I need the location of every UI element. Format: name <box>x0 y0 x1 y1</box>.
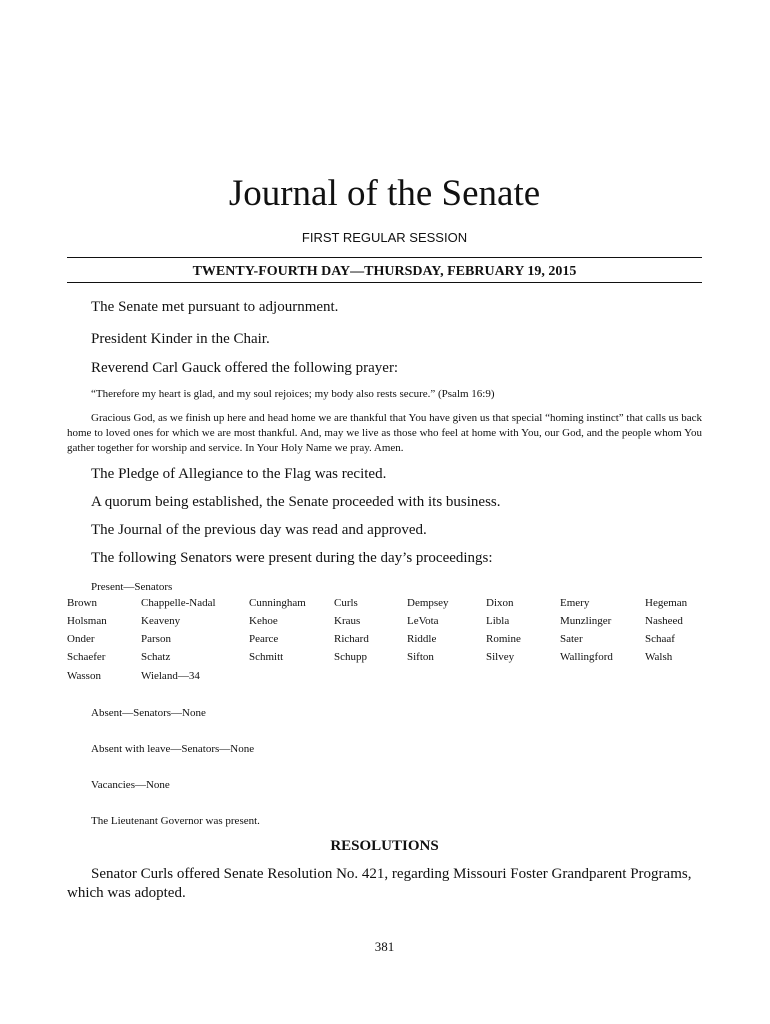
adjournment-paragraph: The Senate met pursuant to adjournment. <box>91 299 339 315</box>
senator-name: Wasson <box>67 670 101 682</box>
session-label: FIRST REGULAR SESSION <box>301 230 468 245</box>
senator-name: Chappelle-Nadal <box>141 597 216 609</box>
senator-roster <box>67 596 702 686</box>
senator-name: Romine <box>486 633 521 645</box>
senator-name: Schupp <box>334 651 367 663</box>
senator-name: Schatz <box>141 651 171 663</box>
resolutions-heading: RESOLUTIONS <box>330 838 439 854</box>
journal-approved-paragraph: The Journal of the previous day was read and approved. <box>91 522 427 538</box>
day-heading: TWENTY-FOURTH DAY—THURSDAY, FEBRUARY 19, 2015 <box>192 264 577 279</box>
journal-page <box>67 0 702 1024</box>
quorum-paragraph: A quorum being established, the Senate proceeded with its business. <box>91 494 501 510</box>
senator-name: Dempsey <box>407 597 449 609</box>
prayer-quote: “Therefore my heart is glad, and my soul rejoices; my body also rests secure.” (Psalm 16:9) <box>91 388 495 400</box>
senator-name: Schaefer <box>67 651 106 663</box>
senator-name: Wallingford <box>560 651 613 663</box>
bottom-rule <box>67 282 702 283</box>
senator-name: Silvey <box>486 651 515 663</box>
journal-title: Journal of the Senate <box>228 173 541 214</box>
senator-name: Sater <box>560 633 583 645</box>
senator-name: Holsman <box>67 615 107 627</box>
senator-name: Onder <box>67 633 95 645</box>
senator-name: Brown <box>67 597 97 609</box>
senator-name: Pearce <box>249 633 279 645</box>
senator-name: Wieland—34 <box>141 670 200 682</box>
senator-name: Curls <box>334 597 358 609</box>
resolution-paragraph: Senator Curls offered Senate Resolution No. 421, regarding Missouri Foster Grandparent Programs, which was adopted. <box>67 866 692 901</box>
senator-name: Hegeman <box>645 597 688 609</box>
senator-name: Munzlinger <box>560 615 612 627</box>
senator-name: Schmitt <box>249 651 284 663</box>
senator-name: LeVota <box>407 615 439 627</box>
absent-with-leave-line: Absent with leave—Senators—None <box>91 743 255 755</box>
top-rule <box>67 257 702 258</box>
senator-name: Kehoe <box>249 615 278 627</box>
page-number: 381 <box>374 939 395 954</box>
prayer-body: Gracious God, as we finish up here and head home we are thankful that You have given us that special “homing instinct” that calls us back home to loved ones for which we are most thankful. And, may we live as those who feel at home with You, our God, and the people whom You gather together for worship and service. In Your Holy Name we pray. Amen. <box>67 412 702 454</box>
senator-name: Schaaf <box>645 633 675 645</box>
present-label: Present—Senators <box>91 581 173 593</box>
senator-name: Richard <box>334 633 369 645</box>
vacancies-line: Vacancies—None <box>91 779 170 791</box>
senator-name: Riddle <box>407 633 437 645</box>
senators-present-paragraph: The following Senators were present during the day’s proceedings: <box>91 550 493 566</box>
senator-name: Sifton <box>407 651 434 663</box>
absent-line: Absent—Senators—None <box>91 707 206 719</box>
chair-paragraph: President Kinder in the Chair. <box>91 331 270 347</box>
lt-governor-line: The Lieutenant Governor was present. <box>91 815 260 827</box>
senator-name: Walsh <box>645 651 673 663</box>
senator-name: Dixon <box>486 597 514 609</box>
senator-name: Libla <box>486 615 510 627</box>
prayer-intro-paragraph: Reverend Carl Gauck offered the following prayer: <box>91 360 399 376</box>
senator-name: Emery <box>560 597 590 609</box>
senator-name: Keaveny <box>141 615 181 627</box>
pledge-paragraph: The Pledge of Allegiance to the Flag was recited. <box>91 466 387 482</box>
senator-name: Kraus <box>334 615 361 627</box>
senator-name: Nasheed <box>645 615 683 627</box>
senator-name: Parson <box>141 633 171 645</box>
senator-name: Cunningham <box>249 597 306 609</box>
